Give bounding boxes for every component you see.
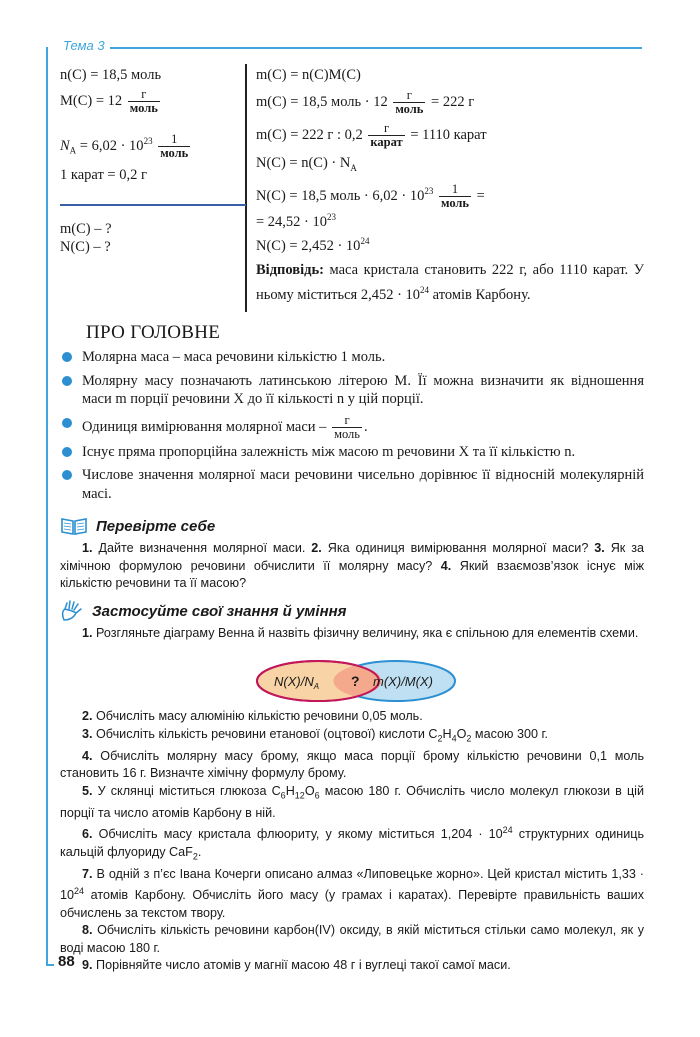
apply-tasks [60,708,644,975]
list-item: Молярну масу позначають латинською літерою M. Її можна визначити як відношення маси m порції речовини X до її кількості n у цій порції. [60,372,644,409]
solution-line-3: m(C) = 222 г : 0,2 [256,127,363,143]
list-item: Числове значення молярної маси речовини чисельно дорівнює її відносній молекулярній масі. [60,466,644,503]
solution-line-7: N(C) = 2,452 · 10 [256,237,361,254]
given-m: M(C) = 12 [60,92,123,109]
solution-line-5: N(C) = 18,5 моль · 6,02 · 10 [256,187,425,204]
header-rule [110,47,642,49]
bullet-icon [62,470,72,480]
solution-line-1: m(C) = n(C)M(C) [256,67,361,83]
task-7: 7. В одній з п’єс Івана Кочерги описано алмаз «Липовецьке жорно». Цей кристал містить $1,33 \cdot 10^{24}$ атомів Карбону. Обчисліть його масу (у грамах і каратах). Перевірте правильність ваших обчислень за текстом твору. [60,866,644,920]
solution-line-6: = 24,52 · 10 [256,213,328,230]
solution-block: m(C) = n(C)M(C) m(C) = 18,5 моль · 12 $\frac{г}{\text{моль}}$ = 222 г m(C) = 222 г : 0,2 $\frac{г}{\text{карат}}$ = 1110 карат $N(C) = n(C) \cdot N_A$ N(C) = 18,5 моль · $6,02 \cdot 10^{23}$ $\frac{1}{\text{моль}}$ = = $24,52 \cdot 10^{23}$ $N(C) = 2,452 \cdot 10^{24}$ Відповідь: маса кристала становить 222 г, або 1110 карат. У ньому міститься $2,452 \cdot 10^{24}$ атомів Карбону. [256,67,644,303]
check-section-title: Перевірте себе [60,516,215,536]
list-item: Молярна маса – маса речовини кількістю 1 моль. [60,348,644,367]
bullet-icon [62,447,72,457]
list-item: Існує пряма пропорційна залежність між масою m речовини X та її кількістю n. [60,443,644,462]
given-na: N [60,137,70,154]
fraction-one-mol-2: $\frac{1}{\text{моль}}$ [440,182,470,210]
task-4: 4. Обчисліть молярну масу брому, якщо маса порції брому кількістю речовини 0,1 моль становить 16 г. Визначте хімічну формулу брому. [60,748,645,781]
task-6: 6. Обчисліть масу кристала флюориту, у якому міститься $1,204 \cdot 10^{24}$ структурних одиниць кальцій флуориду CaF$_2$. [60,825,645,862]
book-icon [60,516,88,536]
topic-label: Тема 3 [60,38,108,53]
venn-left-label: $N(X)/N_A$ [274,674,320,691]
list-item: Одиниця вимірювання молярної маси – $\frac{г}{\text{моль}}$ . [60,414,644,441]
solution-line-2: m(C) = 18,5 моль · 12 [256,94,388,110]
apply-section-title: Застосуйте свої знання й уміння [60,600,347,622]
margin-rule-end [46,964,54,966]
page-number: 88 [58,953,75,970]
given-n: n(C) = 18,5 моль [60,67,162,83]
bullet-icon [62,418,72,428]
find-number: N(C) – ? [60,239,111,255]
check-questions: 1. Дайте визначення молярної маси. 2. Яка одиниця вимірювання молярної маси? 3. Як за хімічною формулою речовини обчислити її молярну масу? 4. Який взаємозв’язок існує між кількістю речовини та її масою? [60,541,645,590]
apply-task-1: 1. Розгляньте діаграму Венна й назвіть фізичну величину, яка є спільною для елементів схеми. [82,626,639,640]
bullet-icon [62,352,72,362]
given-find-divider [60,204,246,206]
given-solution-divider [245,64,247,312]
answer-paragraph: Відповідь: маса кристала становить 222 г, або 1110 карат. У ньому міститься $2,452 \cdot 10^{24}$ атомів Карбону. [256,262,644,303]
find-mass: m(C) – ? [60,221,112,237]
fraction-g-mol: $\frac{г}{\text{моль}}$ [129,87,158,115]
margin-rule [46,47,48,965]
given-carat: 1 карат = 0,2 г [60,167,147,183]
given-block: n(C) = 18,5 моль M(C) = 12 $\frac{г}{\text{моль}}$ $N_A = 6,02 \cdot 10^{23}$ $\frac{1}{\text{моль}}$ 1 карат = 0,2 г m(C) – ? N(C) – ? [60,67,189,255]
venn-middle-label: ? [351,673,360,689]
summary-title: ПРО ГОЛОВНЕ [86,322,221,343]
hand-icon [60,600,84,622]
task-8: 8. Обчисліть кількість речовини карбон(IV) оксиду, в якій міститься стільки само молекул, як у воді масою 180 г. [60,923,645,955]
fraction-one-mol: $\frac{1}{\text{моль}}$ [160,132,189,160]
task-5: 5. У склянці міститься глюкоза $C_6H_{12}O_6$ масою 180 г. Обчисліть число молекул глюкози в цій порції та число атомів Карбону в ній. [60,783,645,820]
fraction-g-mol-3: $\frac{г}{\text{моль}}$ [334,412,360,441]
bullet-icon [62,376,72,386]
fraction-g-carat: $\frac{г}{\text{карат}}$ [370,121,403,150]
venn-right-label: m(X)/M(X) [373,674,433,689]
fraction-g-mol-2: $\frac{г}{\text{моль}}$ [395,88,424,117]
summary-list [60,348,644,508]
task-9: 9. Порівняйте число атомів у магнії масою 48 г і вуглеці такої самої маси. [82,958,511,973]
venn-diagram [256,659,456,703]
solution-line-4: N(C) = n(C) · N [256,155,351,171]
task-2: 2. Обчисліть масу алюмінію кількістю речовини 0,05 моль. [82,709,423,723]
task-3: 3. Обчисліть кількість речовини етанової (оцтової) кислоти $C_2H_4O_2$ масою 300 г. [82,726,549,744]
